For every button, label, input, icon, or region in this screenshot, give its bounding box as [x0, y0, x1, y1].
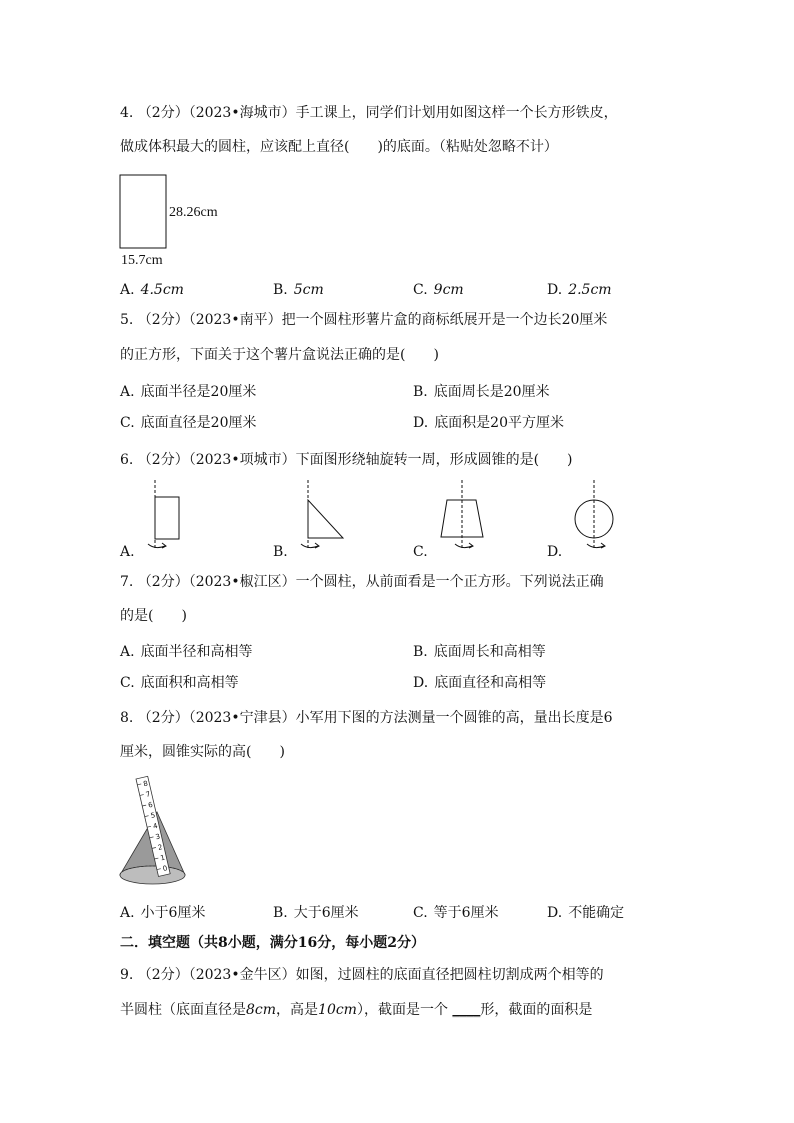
q6-option-d[interactable]	[547, 542, 562, 562]
option-letter: A.	[120, 905, 135, 921]
q4-option-a[interactable]	[120, 280, 184, 300]
q7-option-b[interactable]	[413, 642, 546, 662]
q8-line2: 厘米，圆锥实际的高( )	[120, 744, 285, 760]
ruler-tick-label: 4	[152, 821, 159, 831]
q6-figure-d	[570, 480, 630, 555]
option-value: 等于6厘米	[433, 905, 499, 921]
option-letter: D.	[547, 282, 563, 298]
q4-rectangle	[120, 175, 166, 248]
q4-width-label: 15.7cm	[121, 253, 163, 268]
option-letter: C.	[413, 282, 428, 298]
option-value: 大于6厘米	[293, 905, 359, 921]
rotation-arrow-head	[315, 543, 319, 548]
option-value: 9cm	[433, 282, 464, 298]
option-letter: C.	[413, 905, 428, 921]
q4-line1: 4. （2分）（2023•海城市）手工课上，同学们计划用如图这样一个长方形铁皮，	[120, 105, 618, 121]
q8-option-c[interactable]	[413, 903, 499, 923]
q8-cone-ruler-figure	[115, 775, 205, 895]
q6-figure-c	[438, 480, 498, 555]
q9-text-e: ），截面是一个	[356, 1002, 453, 1018]
q5-option-d[interactable]	[413, 413, 564, 433]
ruler-tick-label: 8	[142, 779, 149, 789]
option-letter: C.	[120, 415, 135, 431]
option-letter: A.	[120, 384, 135, 400]
q9-line1: 9. （2分）（2023•金牛区）如图，过圆柱的底面直径把圆柱切割成两个相等的	[120, 967, 604, 983]
q7-option-d[interactable]	[413, 673, 546, 693]
option-letter: B.	[413, 644, 428, 660]
option-value: 底面半径是20厘米	[140, 384, 257, 400]
q5-option-c[interactable]	[120, 413, 257, 433]
q4-option-b[interactable]	[273, 280, 324, 300]
rotation-arrow-head	[469, 543, 473, 548]
ruler-tick-label: 5	[149, 811, 157, 821]
q4-option-c[interactable]	[413, 280, 464, 300]
option-letter: D.	[413, 415, 429, 431]
rotation-arrow-head	[162, 543, 166, 548]
option-value: 不能确定	[568, 905, 625, 921]
q9-diameter-value: 8cm	[246, 1002, 277, 1018]
q8-line1: 8. （2分）（2023•宁津县）小军用下图的方法测量一个圆锥的高，量出长度是6	[120, 710, 613, 726]
ruler-tick-label: 2	[157, 843, 164, 852]
rotation-arrow	[301, 544, 318, 548]
option-letter: D.	[413, 675, 429, 691]
rotation-arrow-head	[601, 543, 605, 548]
ruler-tick-label: 7	[144, 790, 152, 799]
option-letter: B.	[413, 384, 428, 400]
option-letter: A.	[120, 282, 135, 298]
q6-figure-a	[145, 480, 195, 555]
option-value: 4.5cm	[140, 282, 184, 298]
q4-height-label: 28.26cm	[169, 205, 218, 220]
option-value: 底面积是20平方厘米	[434, 415, 565, 431]
option-letter: C.	[413, 544, 428, 560]
option-value: 底面积和高相等	[140, 675, 239, 691]
q9-answer-blank[interactable]: ____	[452, 1002, 481, 1018]
option-value: 底面周长和高相等	[433, 644, 546, 660]
option-letter: B.	[273, 282, 288, 298]
q7-option-a[interactable]	[120, 642, 253, 662]
q5-option-a[interactable]	[120, 382, 256, 402]
ruler-tick-label: 3	[154, 832, 161, 842]
q7-option-c[interactable]	[120, 673, 239, 693]
q5-line1: 5. （2分）（2023•南平）把一个圆柱形薯片盒的商标纸展开是一个边长20厘米	[120, 312, 608, 328]
q7-line1: 7. （2分）（2023•椒江区）一个圆柱，从前面看是一个正方形。下列说法正确	[120, 574, 604, 590]
q9-text-c: ，高是	[276, 1002, 319, 1018]
q6-line1: 6. （2分）（2023•项城市）下面图形绕轴旋转一周，形成圆锥的是( )	[120, 452, 573, 468]
q8-option-d[interactable]	[547, 903, 624, 923]
q5-option-b[interactable]	[413, 382, 550, 402]
q9-line2	[120, 1000, 592, 1020]
option-letter: D.	[547, 905, 563, 921]
q8-option-a[interactable]	[120, 903, 205, 923]
option-value: 2.5cm	[568, 282, 612, 298]
rectangle-shape	[155, 497, 179, 539]
option-value: 底面直径和高相等	[434, 675, 547, 691]
option-value: 底面周长是20厘米	[433, 384, 550, 400]
section-2-title: 二．填空题（共8小题，满分16分，每小题2分）	[120, 935, 425, 951]
q4-option-d[interactable]	[547, 280, 612, 300]
option-letter: B.	[273, 905, 288, 921]
rotation-arrow	[148, 544, 165, 548]
right-triangle-shape	[308, 500, 343, 538]
ruler-tick-label: 1	[159, 853, 166, 863]
q9-height-value: 10cm	[318, 1002, 357, 1018]
rotation-arrow	[587, 544, 604, 548]
q6-option-a[interactable]	[120, 542, 135, 562]
option-value: 小于6厘米	[140, 905, 206, 921]
q6-option-c[interactable]	[413, 542, 428, 562]
ruler-tick-label: 0	[162, 864, 169, 874]
q9-text-a: 半圆柱（底面直径是	[120, 1002, 246, 1018]
q6-figure-b	[298, 480, 358, 555]
q5-line2: 的正方形，下面关于这个薯片盒说法正确的是( )	[120, 347, 439, 363]
q9-text-f: 形，截面的面积是	[480, 1002, 593, 1018]
rotation-arrow	[455, 544, 472, 548]
option-value: 底面直径是20厘米	[140, 415, 257, 431]
option-letter: A.	[120, 544, 135, 560]
q7-line2: 的是( )	[120, 608, 187, 624]
option-letter: C.	[120, 675, 135, 691]
ruler-tick-label: 6	[147, 800, 154, 810]
option-value: 底面半径和高相等	[140, 644, 253, 660]
option-letter: B.	[273, 544, 288, 560]
q8-option-b[interactable]	[273, 903, 359, 923]
option-letter: A.	[120, 644, 135, 660]
option-value: 5cm	[293, 282, 324, 298]
q6-option-b[interactable]	[273, 542, 288, 562]
option-letter: D.	[547, 544, 563, 560]
q4-line2: 做成体积最大的圆柱，应该配上直径( )的底面。（粘贴处忽略不计）	[120, 139, 558, 155]
